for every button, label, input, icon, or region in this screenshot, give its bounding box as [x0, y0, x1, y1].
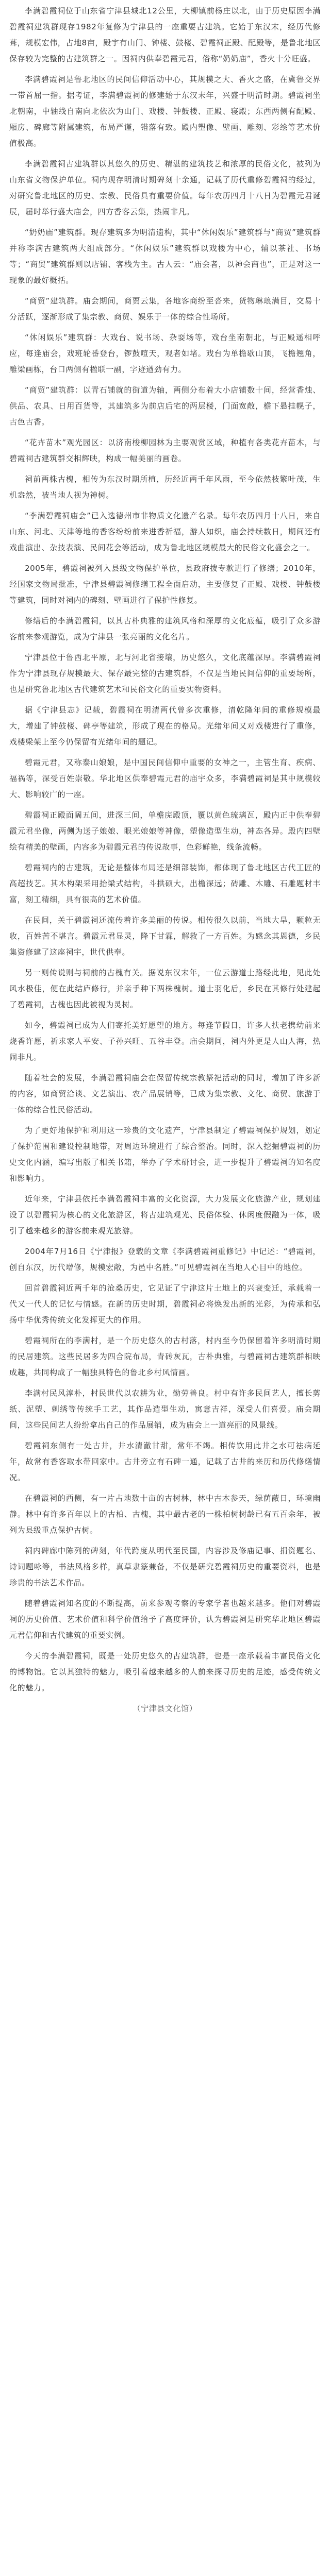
article-paragraph: 回首碧霞祠近两千年的沧桑历史，它见证了宁津这片土地上的兴衰变迁，承载着一代又一代人的记忆与情感。在新的历史时期，碧霞祠必将焕发出新的光彩，为传承和弘扬中华优秀传统文化发挥更大的作用。 [9, 1283, 321, 1325]
article-paragraph: 为了更好地保护和利用这一珍贵的文化遗产，宁津县制定了碧霞祠保护规划，划定了保护范围和建设控制地带，对周边环境进行了综合整治。同时，深入挖掘碧霞祠的历史文化内涵，编写出版了相关书籍，举办了学术研讨会，进一步提升了碧霞祠的知名度和影响力。 [9, 1126, 321, 1183]
article-paragraph: 碧霞祠所在的李满村，是一个历史悠久的古村落，村内至今仍保留着许多明清时期的民居建筑。这些民居多为四合院布局，青砖灰瓦，古朴典雅，与碧霞祠古建筑群相映成趣，共同构成了一幅独具特色的鲁北乡村风情画。 [9, 1336, 321, 1377]
article-paragraph: 另一则传说则与祠前的古槐有关。据说东汉末年，一位云游道士路经此地，见此处风水极佳，便在此结庐修行，并亲手种下两株槐树。道士羽化后，乡民在其修行处建起了碧霞祠，古槐也因此被视为灵树。 [9, 968, 321, 1009]
article-paragraph: 祠前两株古槐，相传为东汉时期所植，历经近两千年风雨，至今依然枝繁叶茂，生机盎然，被当地人视为神树。 [9, 474, 321, 500]
article-paragraph: （宁津县文化馆） [133, 1704, 197, 1713]
article-paragraph: 李满碧霞祠位于山东省宁津县城北12公里，大柳镇前杨庄以北，由于历史原因李满碧霞祠建筑群现存1982年复修为宁津县的一座重要古建筑。它始于东汉末，经历代修葺，规模宏伟，占地8亩，殿宇有山门、钟楼、鼓楼、碧霞祠正殿、配殿等，是鲁北地区保存较为完整的古建筑群之一。因祠内供奉碧霞元君，俗称“奶奶庙”，香火十分旺盛。 [9, 6, 321, 63]
article-paragraph: 2005年，碧霞祠被列入县级文物保护单位，县政府拨专款进行了修缮；2010年，经国家文物局批准，宁津县碧霞祠修缮工程全面启动，主要修复了正殿、戏楼、钟鼓楼等建筑，同时对祠内的碑刻、壁画进行了保护性修复。 [9, 564, 321, 605]
article-paragraph: 宁津县位于鲁西北平原，北与河北省接壤，历史悠久，文化底蕴深厚。李满碧霞祠作为宁津县现存规模最大、保存最完整的古建筑群，不仅是当地民间信仰的重要场所，也是研究鲁北地区古代建筑艺术和民俗文化的重要实物资料。 [9, 653, 321, 694]
article-paragraph: 今天的李满碧霞祠，既是一处历史悠久的古建筑群，也是一座承载着丰富民俗文化的博物馆。它以其独特的魅力，吸引着越来越多的人前来探寻历史的足迹，感受传统文化的魅力。 [9, 1651, 321, 1692]
article-paragraph: 碧霞元君，又称泰山娘娘，是中国民间信仰中重要的女神之一，主管生育、疾病、福祸等，深受百姓崇敬。华北地区供奉碧霞元君的庙宇众多，李满碧霞祠是其中规模较大、影响较广的一座。 [9, 758, 321, 799]
article-paragraph: 随着碧霞祠知名度的不断提高，前来参观考察的专家学者也越来越多。他们对碧霞祠的历史价值、艺术价值和科学价值给予了高度评价，认为碧霞祠是研究华北地区碧霞元君信仰和古代建筑的重要实例。 [9, 1599, 321, 1640]
article-paragraph: “商贸”建筑群：以青石铺就的街道为轴，两侧分布着大小店铺数十间，经营香烛、供品、农具、日用百货等，其建筑多为前店后宅的两层楼，门面宽敞，檐下悬挂幌子，古色古香。 [9, 385, 321, 427]
article-paragraph: 2004年7月16日《宁津报》登载的文章《李满碧霞祠重修记》中记述：“碧霞祠，创自东汉，历代增修，规模宏敞，为邑中名胜。”可见碧霞祠在当地人心目中的地位。 [9, 1247, 321, 1272]
article-paragraph: 据《宁津县志》记载，碧霞祠在明清两代曾多次重修，清乾隆年间的重修规模最大，增建了钟鼓楼、碑亭等建筑，形成了现在的格局。光绪年间又对戏楼进行了重修，戏楼梁架上至今仍保留有光绪年间的题记。 [9, 705, 321, 747]
article-paragraph: “花卉苗木”观光园区：以济南梭柳园林为主要观赏区域，种植有各类花卉苗木，与碧霞祠古建筑群交相辉映，构成一幅美丽的画卷。 [9, 438, 321, 463]
article-paragraph: 祠内碑廊中陈列的碑刻，年代跨度从明代至民国，内容涉及修庙记事、捐资题名、诗词题咏等，书法风格多样，真草隶篆兼备，不仅是研究碧霞祠历史的重要资料，也是珍贵的书法艺术作品。 [9, 1546, 321, 1587]
article-paragraph: 李满碧霞祠古建筑群以其悠久的历史、精湛的建筑技艺和浓厚的民俗文化，被列为山东省文物保护单位。祠内现存明清时期碑刻十余通，记载了历代重修碧霞祠的经过，对研究鲁北地区的历史、宗教、民俗具有重要价值。每年农历四月十八日为碧霞元君诞辰，届时举行盛大庙会，四方香客云集，热闹非凡。 [9, 159, 321, 216]
article-paragraph: 李满村民风淳朴，村民世代以农耕为业，勤劳善良。村中有许多民间艺人，擅长剪纸、泥塑、刺绣等传统手工艺，其作品造型生动，寓意吉祥，深受人们喜爱。庙会期间，这些民间艺人纷纷拿出自己的作品展销，成为庙会上一道亮丽的风景线。 [9, 1388, 321, 1430]
article-paragraph: 碧霞祠内的古建筑，无论是整体布局还是细部装饰，都体现了鲁北地区古代工匠的高超技艺。其木构架采用抬梁式结构，斗拱硕大，出檐深远；砖雕、木雕、石雕题材丰富，刻工精细，具有很高的艺术价值。 [9, 863, 321, 904]
article-paragraph: 碧霞祠东侧有一处古井，井水清澈甘甜，常年不竭。相传饮用此井之水可祛病延年，故常有香客取水带回家中。古井旁立有石碑一通，记载了古井的来历和历代修缮情况。 [9, 1441, 321, 1482]
article-paragraph: “休闲娱乐”建筑群：大戏台、说书场、杂耍场等，戏台坐南朝北，与正殿遥相呼应，每逢庙会，戏班轮番登台，锣鼓喧天，观者如堵。戏台为单檐歇山顶，飞檐翘角，雕梁画栋，台口两侧有楹联一副，字迹遒劲有力。 [9, 333, 321, 374]
article-paragraph: “李满碧霞祠庙会”已入选德州市非物质文化遗产名录。每年农历四月十八日，来自山东、河北、天津等地的香客纷纷前来进香祈福，游人如织，庙会持续数日，期间还有戏曲演出、杂技表演、民间花会等活动，成为鲁北地区规模最大的民俗文化盛会之一。 [9, 511, 321, 552]
article-paragraph: 修缮后的李满碧霞祠，以其古朴典雅的建筑风格和深厚的文化底蕴，吸引了众多游客前来参观游览，成为宁津县一张亮丽的文化名片。 [9, 616, 321, 641]
article-paragraph: 在碧霞祠的西侧，有一片占地数十亩的古树林，林中古木参天，绿荫蔽日，环境幽静。林中有许多百年以上的古柏、古槐，其中最古老的一株柏树树龄已有五百余年，被列为县级重点保护古树。 [9, 1494, 321, 1535]
article-paragraph: 在民间，关于碧霞祠还流传着许多美丽的传说。相传很久以前，当地大旱，颗粒无收，百姓苦不堪言。碧霞元君显灵，降下甘霖，解救了一方百姓。为感念其恩德，乡民集资修建了这座祠宇，世代供奉。 [9, 916, 321, 957]
article-paragraph: 李满碧霞祠是鲁北地区的民间信仰活动中心，其规模之大、香火之盛，在冀鲁交界一带首屈一指。据考证，李满碧霞祠的修建始于东汉末年，兴盛于明清时期。碧霞祠坐北朝南，中轴线自南向北依次为山门、戏楼、钟鼓楼、正殿、寝殿；东西两侧有配殿、厢房、碑廊等附属建筑，布局严谨，错落有致。殿内塑像、壁画、雕刻、彩绘等艺术价值极高。 [9, 75, 321, 148]
article-paragraph: 碧霞祠正殿面阔五间，进深三间，单檐庑殿顶，覆以黄色琉璃瓦，殿内正中供奉碧霞元君坐像，两侧为送子娘娘、眼光娘娘等神像，塑像造型生动，神态各异。殿内四壁绘有精美的壁画，内容多为碧霞元君的传说故事，色彩鲜艳，线条流畅。 [9, 810, 321, 852]
article-paragraph: “奶奶庙”建筑群。现存建筑多为明清遗构，其中“休闲娱乐”建筑群与“商贸”建筑群并称李满古建筑两大组成部分。“休闲娱乐”建筑群以戏楼为中心，辅以茶社、书场等；“商贸”建筑群则以店铺、客栈为主。古人云：“庙会者，以神会商也”，正是对这一现象的最好概括。 [9, 228, 321, 285]
article-paragraph: 近年来，宁津县依托李满碧霞祠丰富的文化资源，大力发展文化旅游产业，规划建设了以碧霞祠为核心的文化旅游区，将古建筑观光、民俗体验、休闲度假融为一体，吸引了越来越多的游客前来观光旅游。 [9, 1194, 321, 1235]
article-paragraph: 如今，碧霞祠已成为人们寄托美好愿望的地方。每逢节假日，许多人扶老携幼前来烧香许愿，祈求家人平安、子孙兴旺、五谷丰登。庙会期间，祠内外更是人山人海，热闹非凡。 [9, 1021, 321, 1062]
article-paragraph: 随着社会的发展，李满碧霞祠庙会在保留传统宗教祭祀活动的同时，增加了许多新的内容，如商贸洽谈、文艺演出、农产品展销等，已成为集宗教、文化、商贸、旅游于一体的综合性民俗活动。 [9, 1073, 321, 1114]
article-paragraph: “商贸”建筑群。庙会期间，商贾云集，各地客商纷至沓来，货物琳琅满目，交易十分活跃，逐渐形成了集宗教、商贸、娱乐于一体的综合性场所。 [9, 296, 321, 321]
